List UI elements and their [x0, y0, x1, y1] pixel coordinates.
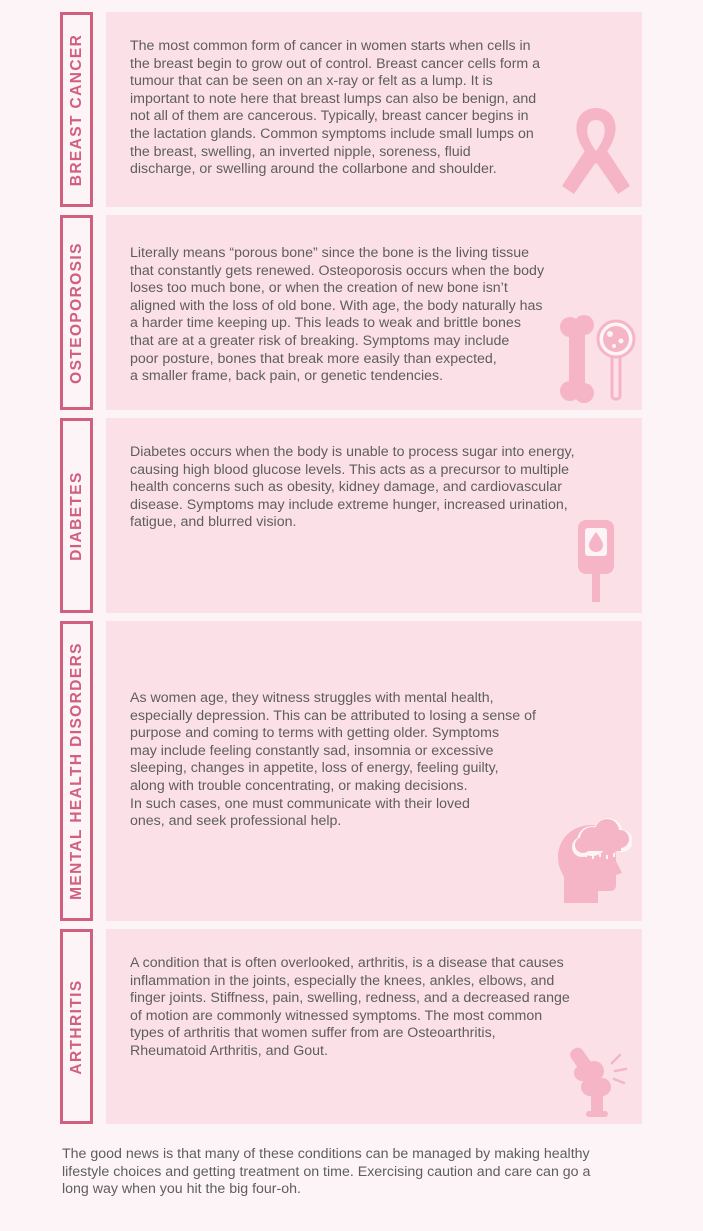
- section-text: As women age, they witness struggles with mental health, especially depression. This can be attributed to losing a sense of purpose and coming to terms with getting older. Symptoms may include feeling constantly sad, insomnia or excessive sleeping, changes in appetite, loss of energy, feeling guilty, along with trouble concentrating, or making decisions. In such cases, one must communicate with their loved ones, and seek professional help.: [130, 690, 536, 830]
- awareness-ribbon-icon: [558, 102, 634, 200]
- bone-magnifier-icon: [558, 315, 638, 407]
- section-title: OSTEOPOROSIS: [67, 241, 85, 384]
- section-text: Diabetes occurs when the body is unable to process sugar into energy, causing high blood glucose levels. This acts as a precursor to multiple health concerns such as obesity, kidney damage, and cardiovascular disease. Symptoms may include extreme hunger, increased urination, fatigue, and blurred vision.: [130, 444, 575, 531]
- section-mental-health: [60, 621, 642, 921]
- section-title: ARTHRITIS: [67, 978, 85, 1075]
- section-panel: [106, 418, 642, 613]
- section-label-box: [60, 215, 93, 410]
- section-breast-cancer: [60, 12, 642, 207]
- section-label-box: [60, 621, 93, 921]
- section-panel: [106, 12, 642, 207]
- section-text: The most common form of cancer in women starts when cells in the breast begin to grow out of control. Breast cancer cells form a tumour that can be seen on an x-ray or felt as a lump. It is important to note here that breast lumps can also be benign, and not all of them are cancerous. Typically, breast cancer begins in the lactation glands. Common symptoms include small lumps on the breast, swelling, an inverted nipple, soreness, fluid discharge, or swelling around the collarbone and shoulder.: [130, 38, 541, 178]
- section-title: DIABETES: [67, 470, 85, 561]
- section-label-box: [60, 12, 93, 207]
- glucose-meter-icon: [576, 518, 616, 604]
- section-diabetes: [60, 418, 642, 613]
- section-text: Literally means “porous bone” since the bone is the living tissue that constantly gets renewed. Osteoporosis occurs when the body loses too much bone, or when the creation of new bone isn’t aligned with the loss of old bone. With age, the body naturally has a harder time keeping up. This leads to weak and brittle bones that are at a greater risk of breaking. Symptoms may include poor posture, bones that break more easily than expected, a smaller frame, back pain, or genetic tendencies.: [130, 245, 545, 385]
- head-raincloud-icon: [552, 811, 632, 905]
- section-panel: [106, 621, 642, 921]
- footer-text: The good news is that many of these conditions can be managed by making healthy lifestyle choices and getting treatment on time. Exercising caution and care can go a long way when you hit the big four-oh.: [62, 1146, 591, 1198]
- knee-joint-pain-icon: [568, 1041, 634, 1117]
- section-panel: [106, 929, 642, 1124]
- section-arthritis: [60, 929, 642, 1124]
- section-title: MENTAL HEALTH DISORDERS: [67, 642, 85, 900]
- section-text: A condition that is often overlooked, arthritis, is a disease that causes inflammation in the joints, especially the knees, ankles, elbows, and finger joints. Stiffness, pain, swelling, redness, and a decreased range of motion are commonly witnessed symptoms. The most common types of arthritis that women suffer from are Osteoarthritis, Rheumatoid Arthritis, and Gout.: [130, 955, 570, 1059]
- section-panel: [106, 215, 642, 410]
- section-label-box: [60, 929, 93, 1124]
- section-osteoporosis: [60, 215, 642, 410]
- section-title: BREAST CANCER: [67, 33, 85, 186]
- section-label-box: [60, 418, 93, 613]
